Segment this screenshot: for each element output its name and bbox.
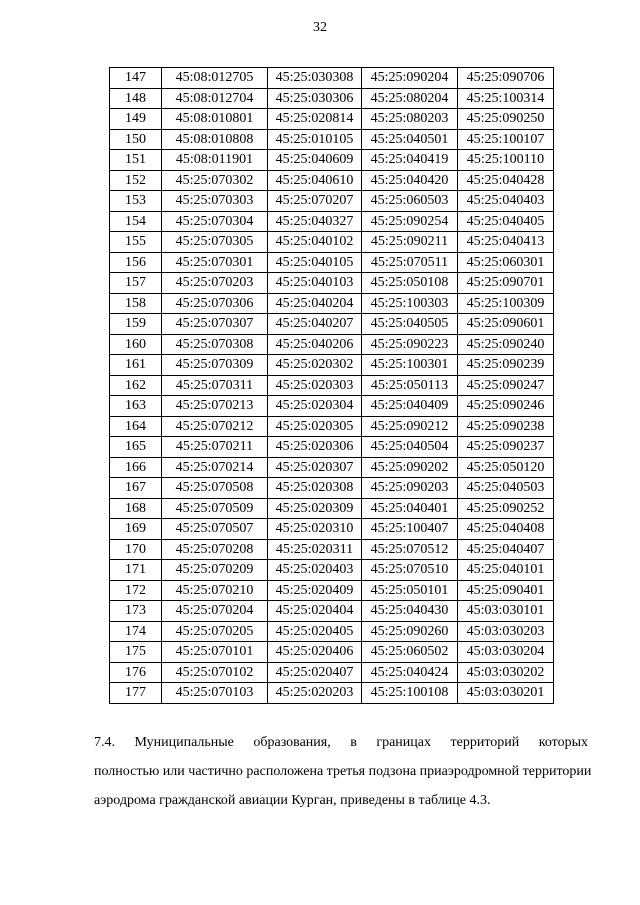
cadastral-number-cell: 45:25:070302 <box>162 170 268 191</box>
cadastral-number-cell: 45:25:040424 <box>362 662 458 683</box>
cadastral-number-cell: 45:25:090203 <box>362 478 458 499</box>
row-number-cell: 157 <box>110 273 162 294</box>
cadastral-number-cell: 45:03:030203 <box>458 621 554 642</box>
cadastral-number-cell: 45:25:070208 <box>162 539 268 560</box>
cadastral-number-cell: 45:25:070103 <box>162 683 268 704</box>
cadastral-number-cell: 45:25:090260 <box>362 621 458 642</box>
row-number-cell: 168 <box>110 498 162 519</box>
row-number-cell: 161 <box>110 355 162 376</box>
table-row <box>110 601 554 622</box>
row-number-cell: 165 <box>110 437 162 458</box>
table-row <box>110 68 554 89</box>
cadastral-number-cell: 45:25:040327 <box>268 211 362 232</box>
cadastral-number-cell: 45:25:090401 <box>458 580 554 601</box>
cadastral-number-cell: 45:25:040207 <box>268 314 362 335</box>
cadastral-number-cell: 45:25:100303 <box>362 293 458 314</box>
paragraph-line-2: полностью или частично расположена третья подзона приаэродромной территории <box>94 764 592 779</box>
cadastral-number-cell: 45:25:070213 <box>162 396 268 417</box>
cadastral-number-cell: 45:25:070211 <box>162 437 268 458</box>
cadastral-number-cell: 45:25:020305 <box>268 416 362 437</box>
cadastral-number-cell: 45:08:012704 <box>162 88 268 109</box>
cadastral-number-cell: 45:25:020404 <box>268 601 362 622</box>
cadastral-number-cell: 45:25:030306 <box>268 88 362 109</box>
cadastral-number-cell: 45:25:040204 <box>268 293 362 314</box>
cadastral-number-cell: 45:25:040101 <box>458 560 554 581</box>
cadastral-number-cell: 45:25:050120 <box>458 457 554 478</box>
table-row <box>110 478 554 499</box>
cadastral-number-cell: 45:25:020311 <box>268 539 362 560</box>
cadastral-number-cell: 45:08:012705 <box>162 68 268 89</box>
table-row <box>110 396 554 417</box>
cadastral-number-cell: 45:25:020309 <box>268 498 362 519</box>
cadastral-number-cell: 45:25:040505 <box>362 314 458 335</box>
section-paragraph <box>94 728 592 815</box>
row-number-cell: 156 <box>110 252 162 273</box>
row-number-cell: 172 <box>110 580 162 601</box>
cadastral-number-cell: 45:25:040103 <box>268 273 362 294</box>
cadastral-number-cell: 45:25:100301 <box>362 355 458 376</box>
cadastral-number-cell: 45:03:030201 <box>458 683 554 704</box>
table-row <box>110 293 554 314</box>
cadastral-number-cell: 45:25:020302 <box>268 355 362 376</box>
cadastral-number-cell: 45:25:040420 <box>362 170 458 191</box>
row-number-cell: 166 <box>110 457 162 478</box>
cadastral-number-cell: 45:08:010808 <box>162 129 268 150</box>
row-number-cell: 164 <box>110 416 162 437</box>
paragraph-line-1: 7.4. Муниципальные образования, в границах территорий которых <box>94 735 588 750</box>
table-row <box>110 662 554 683</box>
table-row <box>110 498 554 519</box>
cadastral-number-cell: 45:25:070510 <box>362 560 458 581</box>
cadastral-number-cell: 45:25:040102 <box>268 232 362 253</box>
cadastral-number-cell: 45:25:070102 <box>162 662 268 683</box>
cadastral-number-cell: 45:25:090238 <box>458 416 554 437</box>
cadastral-number-cell: 45:25:020308 <box>268 478 362 499</box>
table-row <box>110 273 554 294</box>
cadastral-number-cell: 45:25:070507 <box>162 519 268 540</box>
cadastral-number-cell: 45:25:020405 <box>268 621 362 642</box>
table-row <box>110 109 554 130</box>
row-number-cell: 177 <box>110 683 162 704</box>
cadastral-number-cell: 45:25:030308 <box>268 68 362 89</box>
cadastral-number-cell: 45:25:040206 <box>268 334 362 355</box>
cadastral-number-cell: 45:25:040403 <box>458 191 554 212</box>
cadastral-number-cell: 45:25:090211 <box>362 232 458 253</box>
row-number-cell: 158 <box>110 293 162 314</box>
cadastral-number-cell: 45:25:100110 <box>458 150 554 171</box>
cadastral-number-cell: 45:25:040609 <box>268 150 362 171</box>
table-row <box>110 560 554 581</box>
cadastral-number-cell: 45:25:090252 <box>458 498 554 519</box>
cadastral-number-cell: 45:25:090701 <box>458 273 554 294</box>
table-row <box>110 457 554 478</box>
table-row <box>110 539 554 560</box>
cadastral-number-cell: 45:25:070307 <box>162 314 268 335</box>
cadastral-number-cell: 45:25:040501 <box>362 129 458 150</box>
table-row <box>110 416 554 437</box>
cadastral-number-cell: 45:25:040105 <box>268 252 362 273</box>
cadastral-number-cell: 45:25:070303 <box>162 191 268 212</box>
cadastral-number-cell: 45:25:080203 <box>362 109 458 130</box>
cadastral-number-cell: 45:25:020406 <box>268 642 362 663</box>
cadastral-number-cell: 45:25:100108 <box>362 683 458 704</box>
cadastral-number-cell: 45:25:020303 <box>268 375 362 396</box>
cadastral-number-cell: 45:03:030101 <box>458 601 554 622</box>
cadastral-number-cell: 45:25:040503 <box>458 478 554 499</box>
table-row <box>110 621 554 642</box>
cadastral-number-cell: 45:25:050101 <box>362 580 458 601</box>
cadastral-number-cell: 45:25:090237 <box>458 437 554 458</box>
cadastral-number-cell: 45:25:020203 <box>268 683 362 704</box>
cadastral-number-cell: 45:25:040430 <box>362 601 458 622</box>
row-number-cell: 176 <box>110 662 162 683</box>
cadastral-number-cell: 45:25:070308 <box>162 334 268 355</box>
cadastral-number-cell: 45:25:060301 <box>458 252 554 273</box>
cadastral-number-cell: 45:25:090247 <box>458 375 554 396</box>
cadastral-number-cell: 45:25:090204 <box>362 68 458 89</box>
row-number-cell: 149 <box>110 109 162 130</box>
cadastral-number-cell: 45:25:040419 <box>362 150 458 171</box>
row-number-cell: 153 <box>110 191 162 212</box>
row-number-cell: 163 <box>110 396 162 417</box>
table-row <box>110 232 554 253</box>
cadastral-number-cell: 45:25:100314 <box>458 88 554 109</box>
cadastral-number-cell: 45:25:100407 <box>362 519 458 540</box>
cadastral-number-cell: 45:25:070311 <box>162 375 268 396</box>
row-number-cell: 170 <box>110 539 162 560</box>
cadastral-number-cell: 45:25:070305 <box>162 232 268 253</box>
cadastral-number-cell: 45:25:090202 <box>362 457 458 478</box>
cadastral-number-cell: 45:25:040408 <box>458 519 554 540</box>
table-row <box>110 252 554 273</box>
table-row <box>110 683 554 704</box>
row-number-cell: 167 <box>110 478 162 499</box>
cadastral-number-cell: 45:25:070512 <box>362 539 458 560</box>
page-number: 32 <box>313 20 327 35</box>
cadastral-number-cell: 45:25:040504 <box>362 437 458 458</box>
cadastral-number-cell: 45:25:020814 <box>268 109 362 130</box>
cadastral-number-cell: 45:03:030202 <box>458 662 554 683</box>
table-row <box>110 519 554 540</box>
cadastral-number-cell: 45:25:040413 <box>458 232 554 253</box>
row-number-cell: 160 <box>110 334 162 355</box>
cadastral-number-cell: 45:25:070508 <box>162 478 268 499</box>
table-row <box>110 355 554 376</box>
cadastral-number-cell: 45:25:040407 <box>458 539 554 560</box>
cadastral-number-cell: 45:25:090246 <box>458 396 554 417</box>
cadastral-table <box>109 67 554 704</box>
row-number-cell: 169 <box>110 519 162 540</box>
cadastral-number-cell: 45:25:020310 <box>268 519 362 540</box>
table-row <box>110 642 554 663</box>
row-number-cell: 162 <box>110 375 162 396</box>
cadastral-number-cell: 45:25:090223 <box>362 334 458 355</box>
cadastral-number-cell: 45:25:070309 <box>162 355 268 376</box>
cadastral-number-cell: 45:25:020409 <box>268 580 362 601</box>
cadastral-number-cell: 45:25:070214 <box>162 457 268 478</box>
row-number-cell: 171 <box>110 560 162 581</box>
cadastral-number-cell: 45:25:070301 <box>162 252 268 273</box>
cadastral-number-cell: 45:25:020304 <box>268 396 362 417</box>
cadastral-number-cell: 45:25:090240 <box>458 334 554 355</box>
cadastral-number-cell: 45:25:040610 <box>268 170 362 191</box>
cadastral-number-cell: 45:25:100309 <box>458 293 554 314</box>
cadastral-number-cell: 45:03:030204 <box>458 642 554 663</box>
table-row <box>110 211 554 232</box>
cadastral-number-cell: 45:08:010801 <box>162 109 268 130</box>
row-number-cell: 155 <box>110 232 162 253</box>
cadastral-number-cell: 45:25:070204 <box>162 601 268 622</box>
cadastral-number-cell: 45:25:090250 <box>458 109 554 130</box>
row-number-cell: 152 <box>110 170 162 191</box>
cadastral-number-cell: 45:25:070207 <box>268 191 362 212</box>
cadastral-table-body <box>110 68 554 704</box>
row-number-cell: 174 <box>110 621 162 642</box>
cadastral-number-cell: 45:25:070101 <box>162 642 268 663</box>
cadastral-number-cell: 45:25:090706 <box>458 68 554 89</box>
cadastral-number-cell: 45:25:020306 <box>268 437 362 458</box>
table-row <box>110 375 554 396</box>
paragraph-line-3: аэродрома гражданской авиации Курган, приведены в таблице 4.3. <box>94 793 491 808</box>
row-number-cell: 150 <box>110 129 162 150</box>
cadastral-number-cell: 45:25:050108 <box>362 273 458 294</box>
row-number-cell: 147 <box>110 68 162 89</box>
cadastral-number-cell: 45:25:100107 <box>458 129 554 150</box>
row-number-cell: 175 <box>110 642 162 663</box>
cadastral-number-cell: 45:25:090212 <box>362 416 458 437</box>
cadastral-number-cell: 45:25:050113 <box>362 375 458 396</box>
cadastral-number-cell: 45:25:070205 <box>162 621 268 642</box>
cadastral-number-cell: 45:25:020403 <box>268 560 362 581</box>
table-row <box>110 170 554 191</box>
cadastral-number-cell: 45:25:070212 <box>162 416 268 437</box>
cadastral-number-cell: 45:25:070209 <box>162 560 268 581</box>
cadastral-number-cell: 45:25:090254 <box>362 211 458 232</box>
cadastral-number-cell: 45:25:010105 <box>268 129 362 150</box>
cadastral-number-cell: 45:08:011901 <box>162 150 268 171</box>
table-row <box>110 437 554 458</box>
table-row <box>110 580 554 601</box>
row-number-cell: 154 <box>110 211 162 232</box>
cadastral-number-cell: 45:25:090601 <box>458 314 554 335</box>
row-number-cell: 173 <box>110 601 162 622</box>
table-row <box>110 191 554 212</box>
cadastral-number-cell: 45:25:090239 <box>458 355 554 376</box>
table-row <box>110 334 554 355</box>
cadastral-number-cell: 45:25:060502 <box>362 642 458 663</box>
cadastral-number-cell: 45:25:080204 <box>362 88 458 109</box>
cadastral-number-cell: 45:25:040401 <box>362 498 458 519</box>
cadastral-number-cell: 45:25:040409 <box>362 396 458 417</box>
cadastral-number-cell: 45:25:070203 <box>162 273 268 294</box>
table-row <box>110 88 554 109</box>
row-number-cell: 151 <box>110 150 162 171</box>
table-row <box>110 129 554 150</box>
cadastral-number-cell: 45:25:070306 <box>162 293 268 314</box>
row-number-cell: 148 <box>110 88 162 109</box>
row-number-cell: 159 <box>110 314 162 335</box>
cadastral-number-cell: 45:25:070304 <box>162 211 268 232</box>
cadastral-number-cell: 45:25:060503 <box>362 191 458 212</box>
table-row <box>110 314 554 335</box>
table-row <box>110 150 554 171</box>
cadastral-number-cell: 45:25:070210 <box>162 580 268 601</box>
cadastral-number-cell: 45:25:040405 <box>458 211 554 232</box>
cadastral-number-cell: 45:25:040428 <box>458 170 554 191</box>
cadastral-number-cell: 45:25:070511 <box>362 252 458 273</box>
cadastral-number-cell: 45:25:070509 <box>162 498 268 519</box>
cadastral-number-cell: 45:25:020307 <box>268 457 362 478</box>
cadastral-number-cell: 45:25:020407 <box>268 662 362 683</box>
